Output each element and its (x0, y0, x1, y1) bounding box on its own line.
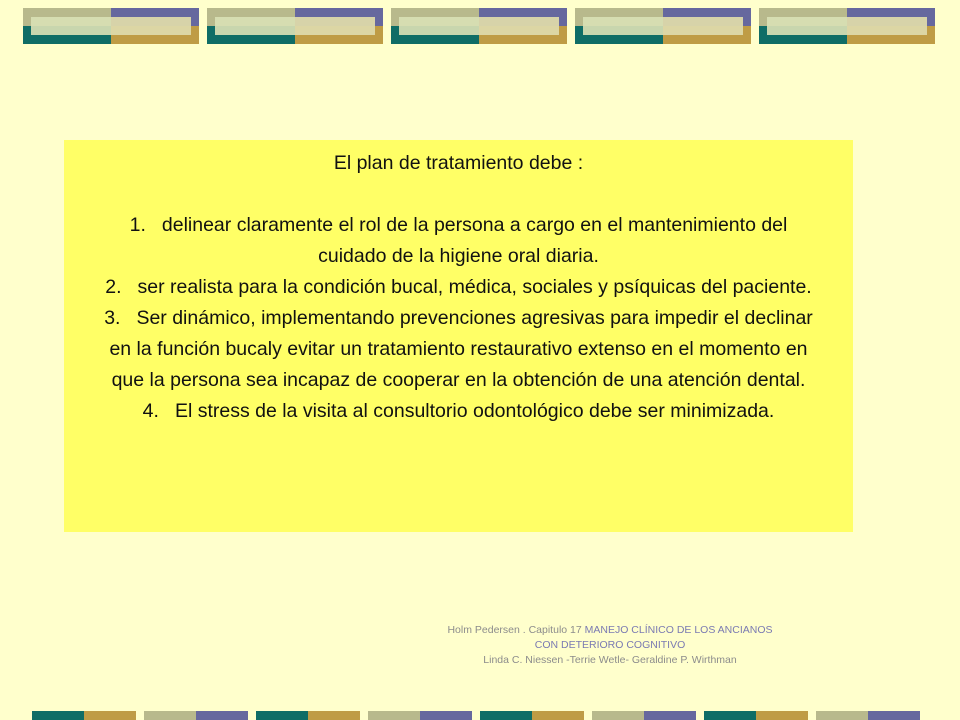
top-decorative-band (23, 8, 943, 44)
plan-item-number: 4. (142, 400, 159, 422)
plan-list (94, 210, 823, 427)
plan-item-1 (94, 210, 823, 272)
plan-item-3 (94, 303, 823, 396)
decorative-tile (207, 8, 383, 44)
reference-prefix: Holm Pedersen . Capitulo 17 (447, 624, 582, 636)
reference-line-1 (380, 623, 840, 638)
reference-citation (380, 623, 840, 668)
plan-item-4 (94, 396, 823, 427)
plan-item-text: Ser dinámico, implementando prevenciones agresivas para impedir el declinar en la función bucaly evitar un tratamiento restaurativo extenso en el momento en que la persona sea incapaz de cooperar en la obtención de una atención dental. (109, 307, 813, 391)
decorative-tile (391, 8, 567, 44)
decorative-tile (759, 8, 935, 44)
decorative-tile (23, 8, 199, 44)
plan-item-number: 2. (105, 276, 122, 298)
bottom-decorative-band (32, 711, 952, 720)
plan-item-number: 3. (104, 307, 121, 329)
plan-item-text: El stress de la visita al consultorio odontológico debe ser minimizada. (174, 400, 775, 422)
decorative-tile (575, 8, 751, 44)
plan-item-text: ser realista para la condición bucal, médica, sociales y psíquicas del paciente. (137, 276, 812, 298)
reference-title-line1: MANEJO CLÍNICO DE LOS ANCIANOS (584, 624, 773, 636)
reference-authors: Linda C. Niessen -Terrie Wetle- Geraldine P. Wirthman (483, 654, 737, 666)
plan-item-number: 1. (129, 214, 146, 236)
plan-item-text: delinear claramente el rol de la persona a cargo en el mantenimiento del cuidado de la higiene oral diaria. (161, 214, 788, 267)
plan-item-2 (94, 272, 823, 303)
reference-title-line2: CON DETERIORO COGNITIVO (534, 639, 686, 651)
plan-intro: El plan de tratamiento debe : (333, 152, 584, 174)
treatment-plan-box (64, 140, 853, 532)
